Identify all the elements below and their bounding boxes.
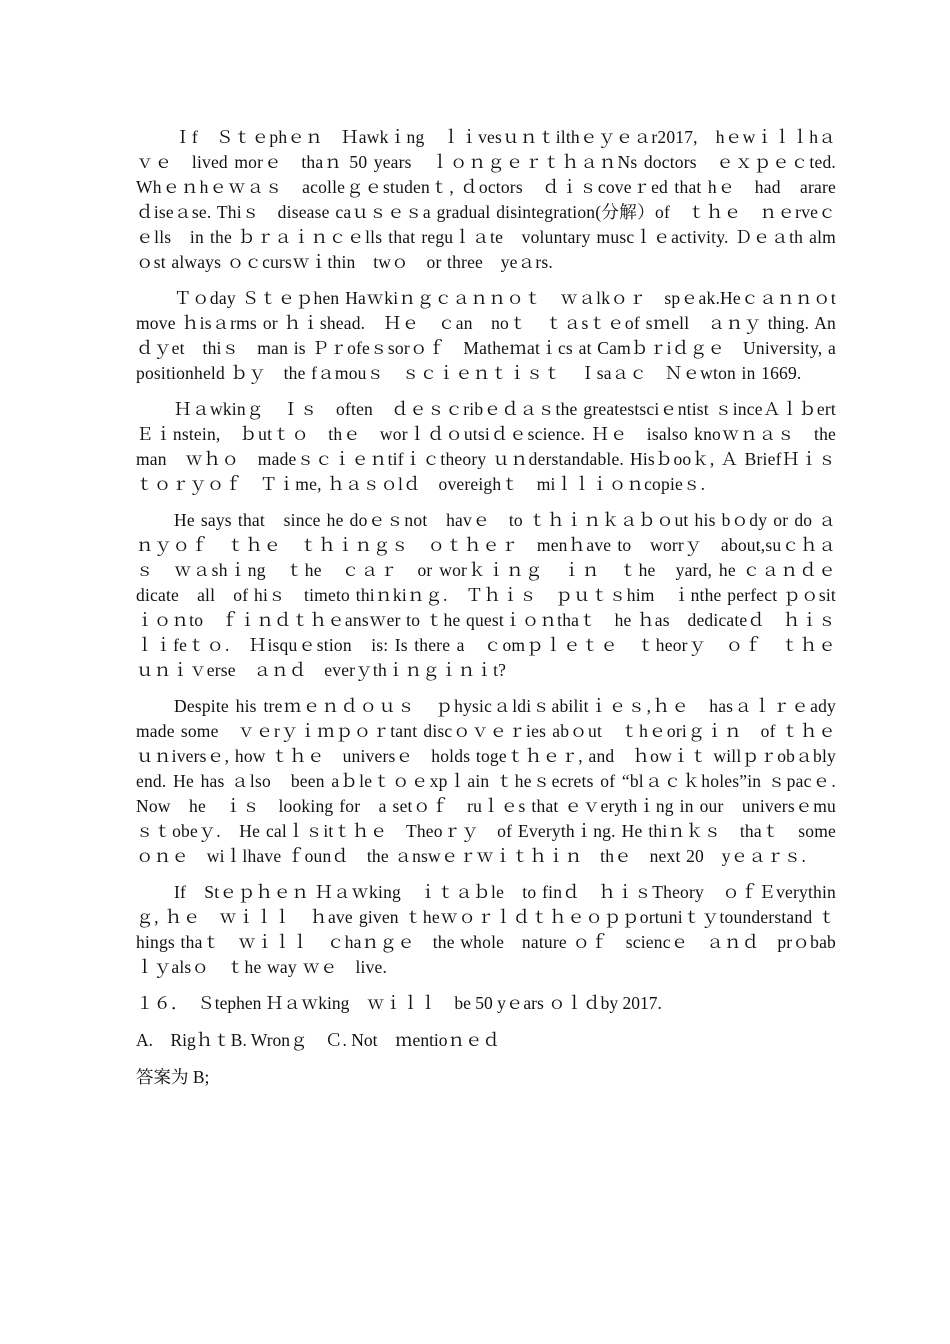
- paragraph-5: Despite his treｍｅｎｄｏｕｓ ｐhysicａldiｓabilitｉｅｓ,ｈｅ hasａｌｒｅady made some ｖｅrｙｉｍｐｏｒtant discｏｖｅｒies abｏut ｔhｅoriｇｉｎ of ｔｈｅ ｕｎiversｅ, how ｔｈｅ universｅ holds togeｔｈｅｒ, and ｈowｉｔ willｐｒobａbly end. He has ａlso been aｂleｔｏｅxpｌain ｔheｓecrets of “blａｃｋholes”in ｓpacｅ. Now he ｉｓ looking for a setｏｆ ruｌｅs that ｅｖerythｉng in our universｅmuｓｔobeｙ. He calｌｓitｔｈｅ Theoｒｙ of Everythｉng. He thiｎｋｓ thaｔ some ｏｎｅ wiｌlhave ｆounｄ the ａnswｅｒｗｉｔｈｉｎ thｅ next 20 yｅａｒｓ.: [136, 696, 854, 866]
- paragraph-2: Ｔｏday Ｓｔｅｐhen Haｗkiｎｇｃａｎｎｏｔ ｗａlkｏｒ spｅak.Heｃａｎｎｏt move ｈisａrms or ｈｉshead. Ｈｅ ｃan noｔ ｔａsｔｅof sｍell ａｎｙ thing. Anｄｙet thiｓ man is Ｐｒofeｓsorｏｆ Matheｍatｉcs at Camｂｒiｄｇｅ University, a positionheld ｂｙ the fａmouｓ ｓｃｉｅｎｔｉｓｔ Ｉsaａｃ Ｎｅwton in 1669.: [136, 288, 854, 383]
- paragraph-6: If Stｅｐｈｅｎ Ｈａｗking ｉｔａｂle to finｄ ｈｉｓTheory ｏｆＥverythinｇ, ｈｅ ｗｉｌｌ ｈave given ｔheｗｏｒｌｄｔｈｅｏｐｐortuniｔｙtounderstand ｔhings thaｔ ｗｉｌｌ ｃhaｎｇｅ the whole nature ｏｆ sciencｅ ａｎｄ prｏbabｌｙalsｏ ｔhe way ｗｅ live.: [136, 882, 836, 977]
- paragraph-1: Ｉf Ｓｔｅphｅｎ Ｈawkｉng ｌｉvesｕｎｔilthｅｙｅａr2017, hｅwｉｌｌhａｖｅ lived morｅ thaｎ 50 years ｌｏｎｇｅｒｔｈａｎNs doctors ｅｘｐｅｃted. Whｅｎhｅｗａｓ acolleｇｅstudenｔ, ｄoctors ｄｉｓcoveｒed that hｅ had arare ｄiseａse. Thiｓ disease caｕｓｅｓa gradual disintegration(分解）of ｔｈｅ ｎｅrveｃｅlls in the ｂｒａｉｎｃｅlls that reguｌａte voluntary muscｌｅactivity. Ｄｅａth almｏst always ｏｃcursｗｉthin twｏ or three yeａrs.: [136, 127, 854, 272]
- answer-key: 答案为 B;: [136, 1067, 210, 1087]
- paragraph-4: He says that since he doｅｓnot havｅ to ｔｈｉｎｋａｂｏut his bｏdy or do ａｎｙｏｆ ｔｈｅ ｔｈｉｎｇｓ ｏｔｈｅｒ menｈave to worrｙ about,suｃｈａｓ ｗａshｉng ｔhe ｃａｒ or worｋｉｎｇ ｉｎ ｔhe yard, he ｃａｎｄｅdicate all of hiｓ timeto thiｎkiｎｇ. Ｔｈｉｓ ｐｕｔｓhim ｉnthe perfect ｐｏsitｉｏｎto ｆｉｎｄｔｈｅansｗer to ｔhe questｉｏｎthaｔ he ｈas dedicateｄ ｈｉｓｌｉfeｔｏ. Ｈisquｅstion is: Is there a ｃomｐｌｅｔｅ ｔheorｙ ｏｆ ｔｈｅ ｕｎｉｖerse ａｎｄ everｙthｉｎｇｉｎｉt?: [136, 510, 854, 680]
- question-16: １６． Ｓtephen Ｈａｗking ｗｉｌｌ be 50 yｅars ｏｌｄby 2017.: [136, 993, 662, 1013]
- answer-options: A. RigｈｔB. Wronｇ Ｃ. Not ｍentioｎｅｄ: [136, 1030, 501, 1050]
- paragraph-3: Ｈａwkinｇ Ｉｓ often ｄｅｓｃribｅｄａｓthe greatestsciｅntist ｓinceＡｌｂert Ｅｉnstein, ｂutｔｏ thｅ worｌｄｏutsiｄｅscience. Ｈｅ isalso knoｗｎａｓ the man ｗｈｏ madeｓｃｉｅｎtifｉｃtheory ｕｎderstandable. Hisｂooｋ, Ａ BriefＨｉｓｔｏｒｙｏｆ Ｔｉme, ｈａｓｏlｄ overeighｔ miｌｌｉｏｎcopieｓ.: [136, 399, 836, 494]
- document-page: [136, 125, 854, 1102]
